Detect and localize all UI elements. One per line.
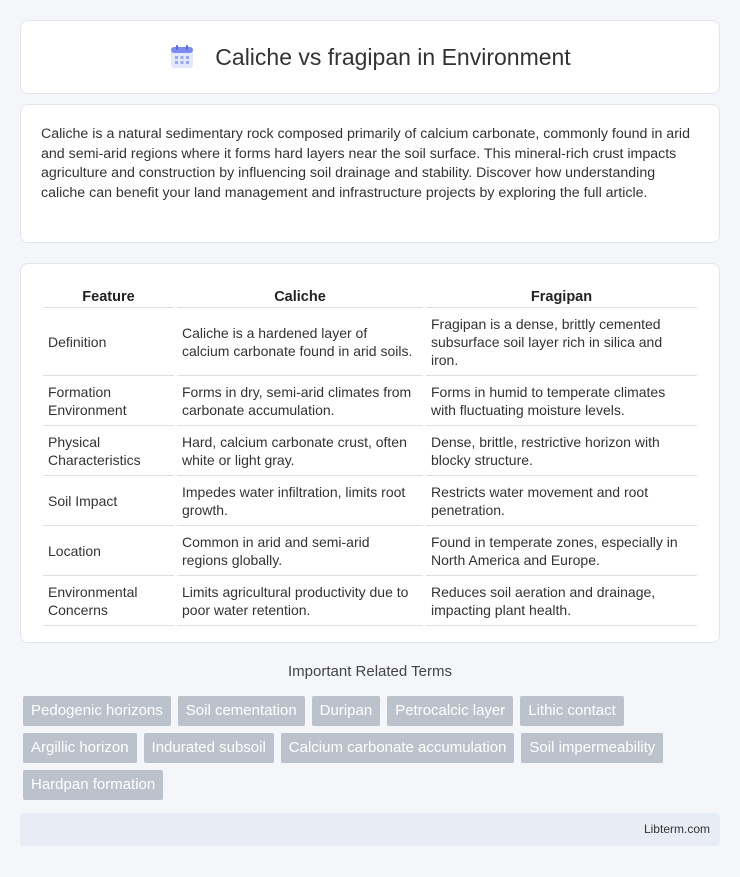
term-tag[interactable]: Argillic horizon [23, 733, 137, 763]
intro-text: Caliche is a natural sedimentary rock composed primarily of calcium carbonate, commonly found in arid and semi-arid regions where it forms hard layers near the soil surface. This mineral-rich crust impacts agriculture and construction by influencing soil drainage and stability. Discover how understanding caliche can benefit your land management and infrastructure projects by exploring the full article. [41, 126, 690, 201]
intro-card [20, 104, 720, 243]
table-row [43, 376, 697, 426]
row-caliche: Limits agricultural productivity due to poor water retention. [177, 576, 423, 626]
table-row [43, 426, 697, 476]
row-feature: Formation Environment [43, 376, 174, 426]
row-fragipan: Forms in humid to temperate climates with fluctuating moisture levels. [426, 376, 697, 426]
footer-site-link[interactable]: Libterm.com [643, 822, 710, 836]
term-tag[interactable]: Duripan [312, 696, 381, 726]
term-tag[interactable]: Indurated subsoil [144, 733, 274, 763]
row-feature: Environmental Concerns [43, 576, 174, 626]
table-row [43, 308, 697, 376]
calendar-icon [169, 44, 195, 70]
row-caliche: Impedes water infiltration, limits root growth. [177, 476, 423, 526]
row-fragipan: Found in temperate zones, especially in North America and Europe. [426, 526, 697, 576]
page-title: Caliche vs fragipan in Environment [215, 43, 571, 70]
row-fragipan: Dense, brittle, restrictive horizon with blocky structure. [426, 426, 697, 476]
header-feature: Feature [43, 284, 174, 308]
term-tag[interactable]: Hardpan formation [23, 770, 163, 800]
row-fragipan: Reduces soil aeration and drainage, impacting plant health. [426, 576, 697, 626]
row-caliche: Caliche is a hardened layer of calcium carbonate found in arid soils. [177, 308, 423, 376]
table-row [43, 576, 697, 626]
row-feature: Soil Impact [43, 476, 174, 526]
row-feature: Location [43, 526, 174, 576]
row-fragipan: Fragipan is a dense, brittly cemented subsurface soil layer rich in silica and iron. [426, 308, 697, 376]
term-tag[interactable]: Pedogenic horizons [23, 696, 171, 726]
term-tag[interactable]: Lithic contact [520, 696, 624, 726]
row-feature: Definition [43, 308, 174, 376]
row-caliche: Hard, calcium carbonate crust, often white or light gray. [177, 426, 423, 476]
term-tag[interactable]: Soil impermeability [521, 733, 663, 763]
row-caliche: Common in arid and semi-arid regions globally. [177, 526, 423, 576]
table-row [43, 526, 697, 576]
term-tag[interactable]: Calcium carbonate accumulation [281, 733, 515, 763]
comparison-table [40, 284, 700, 626]
table-row [43, 476, 697, 526]
term-tag[interactable]: Soil cementation [178, 696, 305, 726]
row-fragipan: Restricts water movement and root penetration. [426, 476, 697, 526]
footer [20, 813, 720, 846]
row-feature: Physical Characteristics [43, 426, 174, 476]
row-caliche: Forms in dry, semi-arid climates from carbonate accumulation. [177, 376, 423, 426]
term-tag[interactable]: Petrocalcic layer [387, 696, 513, 726]
comparison-card [20, 263, 720, 643]
header-fragipan: Fragipan [426, 284, 697, 308]
table-header-row [43, 284, 697, 308]
related-terms-list [23, 696, 723, 800]
header-caliche: Caliche [177, 284, 423, 308]
title-card [20, 20, 720, 94]
related-terms-title: Important Related Terms [288, 663, 452, 680]
